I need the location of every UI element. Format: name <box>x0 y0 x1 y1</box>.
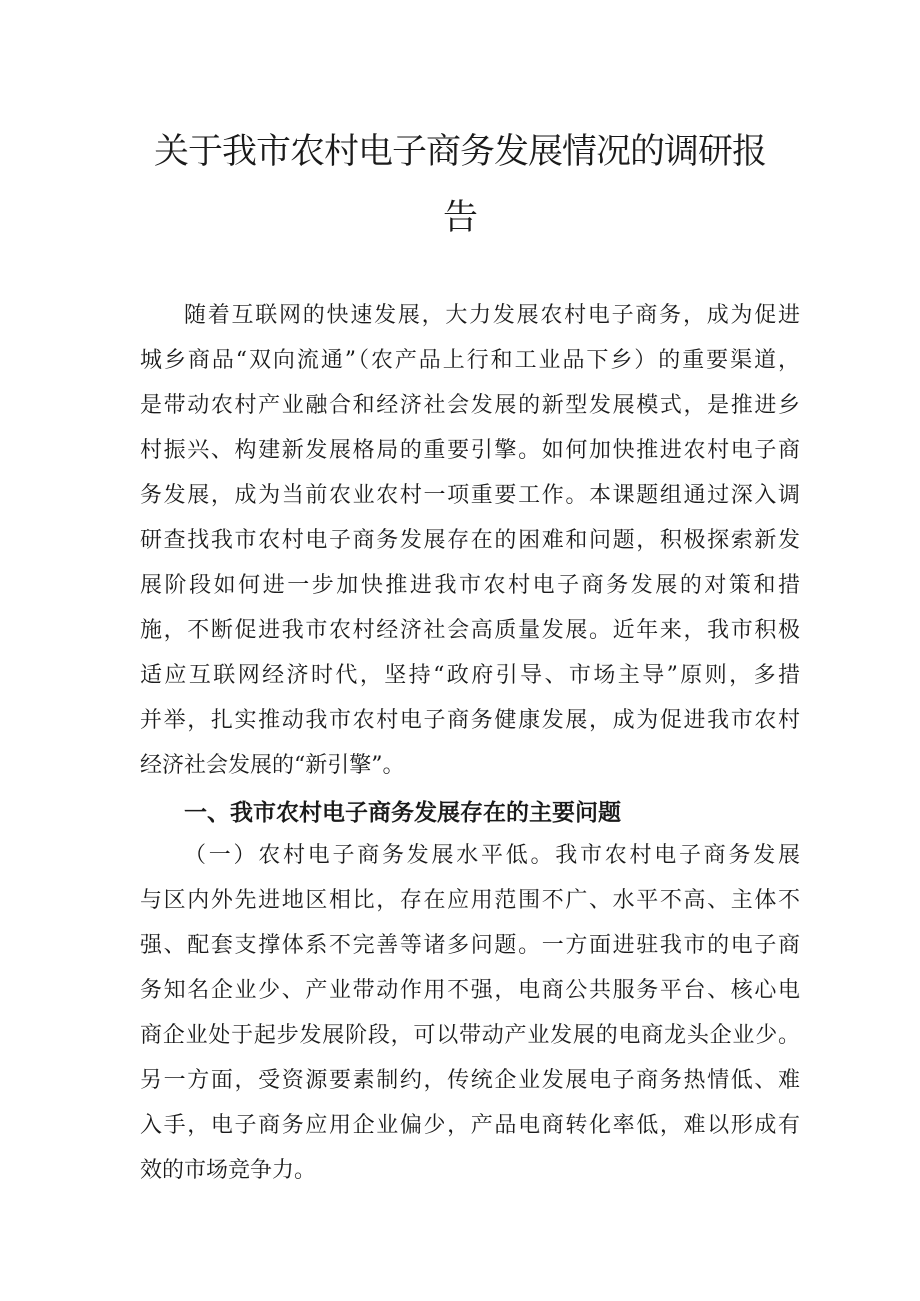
intro-line-1: 随着互联网的快速发展，大力发展农村电子商务，成为促进 <box>184 303 802 328</box>
document-title-line-1: 关于我市农村电子商务发展情况的调研报 <box>153 132 766 172</box>
intro-line-2: 城乡商品“双向流通”（农产品上行和工业品下乡）的重要渠道， <box>140 348 802 373</box>
section-heading: 一、我市农村电子商务发展存在的主要问题 <box>184 800 621 826</box>
section-line-8: 效的市场竞争力。 <box>140 1158 317 1183</box>
intro-line-9: 适应互联网经济时代，坚持“政府引导、市场主导”原则，多措 <box>140 663 803 688</box>
section-line-3: 强、配套支撑体系不完善等诸多问题。一方面进驻我市的电子商 <box>140 933 802 958</box>
document-title-line-2: 告 <box>442 198 477 238</box>
section-line-6: 另一方面，受资源要素制约，传统企业发展电子商务热情低、难 <box>140 1068 802 1093</box>
intro-line-6: 研查找我市农村电子商务发展存在的困难和问题，积极探索新发 <box>140 528 802 553</box>
section-line-4: 务知名企业少、产业带动作用不强，电商公共服务平台、核心电 <box>140 978 802 1003</box>
intro-line-8: 施，不断促进我市农村经济社会高质量发展。近年来，我市积极 <box>140 618 802 643</box>
intro-line-4: 村振兴、构建新发展格局的重要引擎。如何加快推进农村电子商 <box>140 438 802 463</box>
section-line-1: （一）农村电子商务发展水平低。我市农村电子商务发展 <box>184 843 803 868</box>
intro-line-3: 是带动农村产业融合和经济社会发展的新型发展模式，是推进乡 <box>140 393 802 418</box>
intro-line-7: 展阶段如何进一步加快推进我市农村电子商务发展的对策和措 <box>140 573 803 598</box>
intro-line-11: 经济社会发展的“新引擎”。 <box>140 753 405 778</box>
section-line-7: 入手，电子商务应用企业偏少，产品电商转化率低，难以形成有 <box>140 1113 802 1138</box>
section-line-2: 与区内外先进地区相比，存在应用范围不广、水平不高、主体不 <box>140 888 802 913</box>
intro-line-5: 务发展，成为当前农业农村一项重要工作。本课题组通过深入调 <box>140 483 802 508</box>
intro-line-10: 并举，扎实推动我市农村电子商务健康发展，成为促进我市农村 <box>140 708 802 733</box>
section-line-5: 商企业处于起步发展阶段，可以带动产业发展的电商龙头企业少。 <box>140 1023 801 1048</box>
